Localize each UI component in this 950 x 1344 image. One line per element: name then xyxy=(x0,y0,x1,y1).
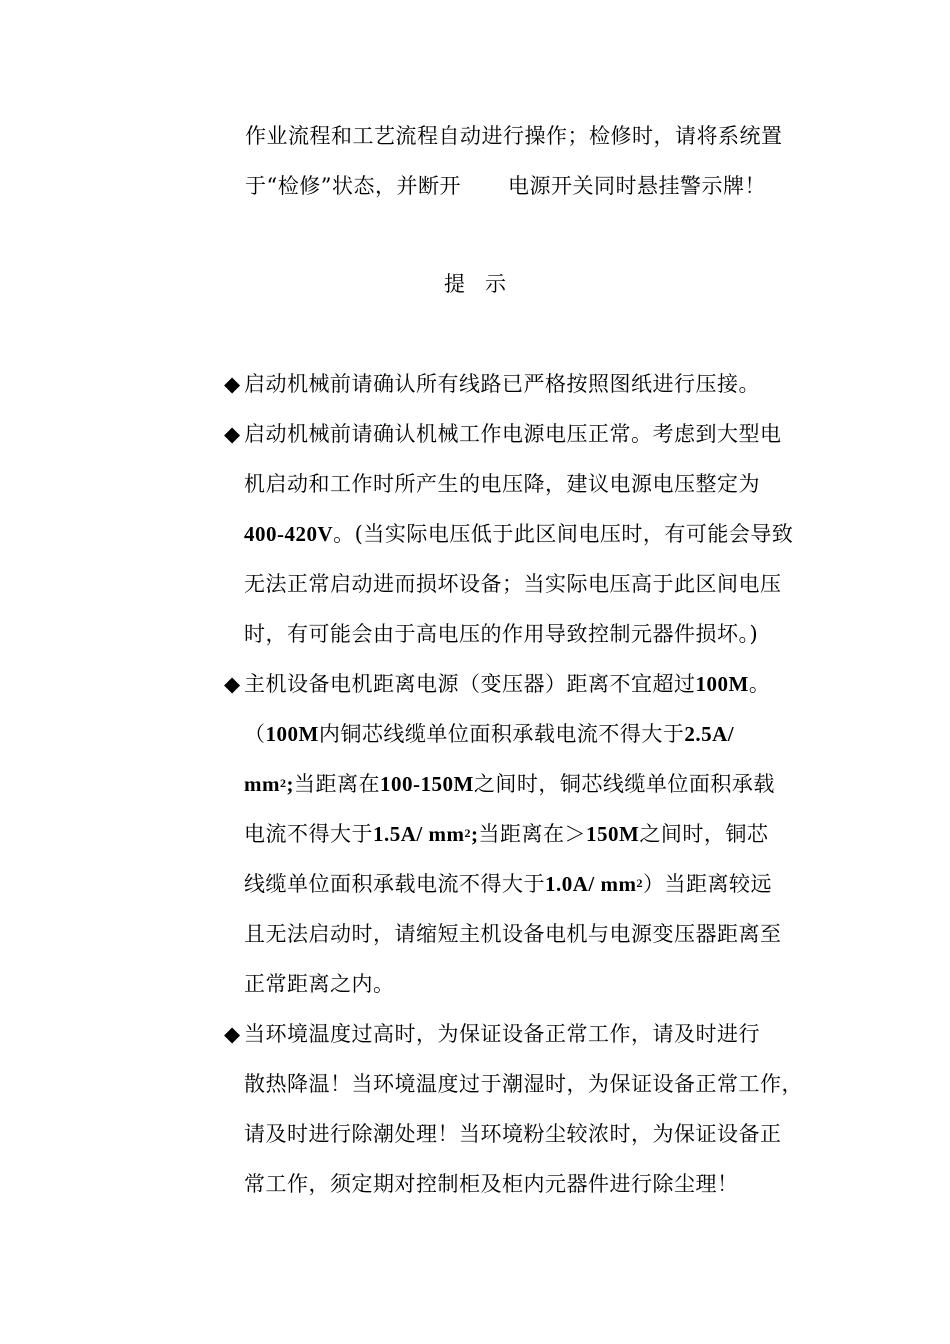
item3-line-3c: 当距离在 xyxy=(294,772,380,796)
item2-line-3 xyxy=(244,520,793,548)
item3-line-5c: ）当距离较远 xyxy=(643,872,772,896)
item2-line-3-rest: 。(当实际电压低于此区间电压时，有可能会导致 xyxy=(333,522,794,546)
diamond-bullet-icon: ◆ xyxy=(224,422,241,446)
diamond-bullet-icon: ◆ xyxy=(224,1022,241,1046)
item3-line-4a: 电流不得大于 xyxy=(244,822,373,846)
diamond-bullet-icon: ◆ xyxy=(224,372,241,396)
current-1-5-value: 1.5A/ mm xyxy=(373,822,465,846)
item3-range-150: 150M xyxy=(586,822,640,846)
item4-line-3: 请及时进行除潮处理！当环境粉尘较浓时，为保证设备正 xyxy=(244,1122,782,1146)
list-item-2 xyxy=(224,420,782,448)
unit-sup: 2 xyxy=(464,826,471,840)
current-1-0-value: 1.0A/ mm xyxy=(545,872,637,896)
item3-line-2b: 100M xyxy=(265,722,319,746)
item3-line-1a: 主机设备电机距离电源（变压器）距离不宜超过 xyxy=(244,672,696,696)
list-item-4 xyxy=(224,1020,760,1048)
diamond-bullet-icon: ◆ xyxy=(224,672,241,696)
item3-line-2a: （ xyxy=(244,722,266,746)
item3-line-5a: 线缆单位面积承载电流不得大于 xyxy=(244,872,545,896)
item3-line-3 xyxy=(244,770,775,798)
semicolon: ; xyxy=(471,822,479,846)
intro-line-2-part-b: 电源开关同时悬挂警示牌！ xyxy=(507,174,766,198)
item3-line-4 xyxy=(244,820,768,848)
item1-line-1: 启动机械前请确认所有线路已严格按照图纸进行压接。 xyxy=(244,372,760,396)
item4-line-4: 常工作，须定期对控制柜及柜内元器件进行除尘理！ xyxy=(244,1172,739,1196)
item2-line-4: 无法正常启动进而损坏设备；当实际电压高于此区间电压 xyxy=(244,572,782,596)
item3-current-2-5: 2.5A/ xyxy=(684,722,735,746)
item2-line-1: 启动机械前请确认机械工作电源电压正常。考虑到大型电 xyxy=(244,422,782,446)
intro-line-1: 作业流程和工艺流程自动进行操作；检修时，请将系统置 xyxy=(245,124,783,148)
item2-line-2: 机启动和工作时所产生的电压降，建议电源电压整定为 xyxy=(244,472,760,496)
list-item-1 xyxy=(224,370,760,398)
item3-current-1-0 xyxy=(545,872,643,896)
item2-line-5: 时，有可能会由于高电压的作用导致控制元器件损坏。) xyxy=(244,622,759,646)
section-title: 提示 xyxy=(444,272,526,296)
item3-line-2c: 内铜芯线缆单位面积承载电流不得大于 xyxy=(318,722,685,746)
unit-mm: mm xyxy=(244,772,280,796)
item3-line-2 xyxy=(244,720,734,748)
intro-line-2-part-a: 于“检修”状态，并断开 xyxy=(245,174,461,198)
unit-sup: 2 xyxy=(636,876,643,890)
item4-line-2: 散热降温！当环境温度过于潮湿时，为保证设备正常工作， xyxy=(244,1072,803,1096)
item4-line-1: 当环境温度过高时，为保证设备正常工作，请及时进行 xyxy=(244,1022,760,1046)
item3-line-7: 正常距离之内。 xyxy=(244,972,395,996)
intro-line-2 xyxy=(245,172,766,200)
item3-line-1c: 。 xyxy=(748,672,771,696)
unit-sup: 2 xyxy=(280,776,287,790)
semicolon: ; xyxy=(286,772,294,796)
item3-line-3e: 之间时，铜芯线缆单位面积承载 xyxy=(473,772,775,796)
voltage-range: 400-420V xyxy=(244,522,334,546)
list-item-3 xyxy=(224,670,770,698)
item3-current-1-5 xyxy=(373,822,479,846)
item3-line-6: 且无法启动时，请缩短主机设备电机与电源变压器距离至 xyxy=(244,922,782,946)
item3-distance-limit: 100M xyxy=(695,672,749,696)
item3-line-4f: 之间时，铜芯 xyxy=(639,822,769,846)
item3-line-3a xyxy=(244,772,294,796)
item3-line-5 xyxy=(244,870,772,898)
item3-line-4d: 当距离在＞ xyxy=(478,822,586,846)
item3-range-100-150: 100-150M xyxy=(380,772,474,796)
